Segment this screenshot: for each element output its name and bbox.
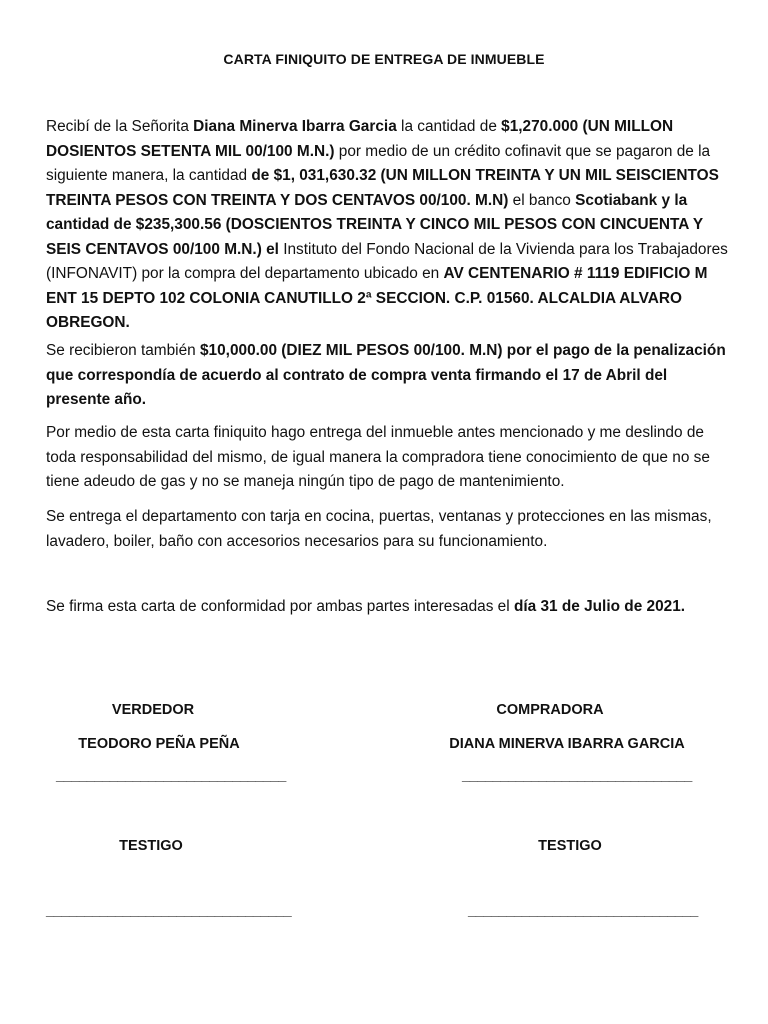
seller-role-label: VERDEDOR <box>111 702 195 718</box>
p1-bank-amount: de $1, 031,630.32 (UN MILLON TREINTA Y UN MIL SEISCIENTOS TREINTA PESOS CON TREINTA Y DOS CENTAVOS 00/100. M.N) <box>46 167 719 209</box>
buyer-role-label: COMPRADORA <box>496 702 604 718</box>
paragraph-payment-details <box>46 115 728 336</box>
p1-infonavit-amount: Scotiabank y la cantidad de $235,300.56 (DOSCIENTOS TREINTA Y CINCO MIL PESOS CON CINCUENTA Y SEIS CENTAVOS 00/100 M.N.) el <box>46 191 703 258</box>
p1-text-4: el banco <box>508 191 576 209</box>
p5-date: día 31 de Julio de 2021. <box>513 598 686 615</box>
witness1-role-label: TESTIGO <box>119 838 183 854</box>
buyer-signature-line: ______________________________ <box>462 768 692 784</box>
p1-buyer-name: Diana Minerva Ibarra Garcia <box>193 118 397 135</box>
witness1-signature-line: ________________________________ <box>46 903 292 919</box>
p1-institute-name: Instituto del Fondo Nacional de la Vivienda para los Trabajadores (INFONAVIT) <box>46 240 728 282</box>
p1-text-1: Recibí de la Señorita <box>46 118 194 135</box>
paragraph-delivery-items: Se entrega el departamento con tarja en cocina, puertas, ventanas y protecciones en las mismas, lavadero, boiler, baño con accesorios necesarios para su funcionamiento. <box>46 508 712 550</box>
seller-signature-line: ______________________________ <box>56 768 286 784</box>
witness2-role-label: TESTIGO <box>538 838 602 854</box>
paragraph-signing-date <box>46 595 728 620</box>
paragraph-penalty <box>46 339 728 413</box>
p2-text-1: Se recibieron también <box>46 342 200 359</box>
p1-text-5: por la compra del departamento ubicado en <box>137 265 444 282</box>
seller-name: TEODORO PEÑA PEÑA <box>78 736 240 752</box>
p1-total-amount: $1,270.000 (UN MILLON DOSIENTOS SETENTA MIL 00/100 M.N.) <box>46 118 674 160</box>
p1-text-2: la cantidad de <box>396 118 502 135</box>
paragraph-release: Por medio de esta carta finiquito hago entrega del inmueble antes mencionado y me deslindo de toda responsabilidad del mismo, de igual manera la compradora tiene conocimiento de que no se tiene adeudo de gas y no se maneja ningún tipo de pago de mantenimiento. <box>46 424 710 490</box>
witness2-signature-line: ______________________________ <box>468 903 698 919</box>
p1-property-address: AV CENTENARIO # 1119 EDIFICIO M ENT 15 DEPTO 102 COLONIA CANUTILLO 2ª SECCION. C.P. 01560. ALCALDIA ALVARO OBREGON. <box>46 265 708 331</box>
buyer-name: DIANA MINERVA IBARRA GARCIA <box>449 736 685 752</box>
p5-text-1: Se firma esta carta de conformidad por ambas partes interesadas el <box>46 598 514 615</box>
p2-penalty-amount: $10,000.00 (DIEZ MIL PESOS 00/100. M.N) por el pago de la penalización que correspondía de acuerdo al contrato de compra venta firmando el 17 de Abril del presente año. <box>46 342 726 408</box>
p1-text-3: por medio de un crédito cofinavit que se pagaron de la siguiente manera, la cantidad <box>46 142 711 184</box>
document-title: CARTA FINIQUITO DE ENTREGA DE INMUEBLE <box>223 51 545 67</box>
